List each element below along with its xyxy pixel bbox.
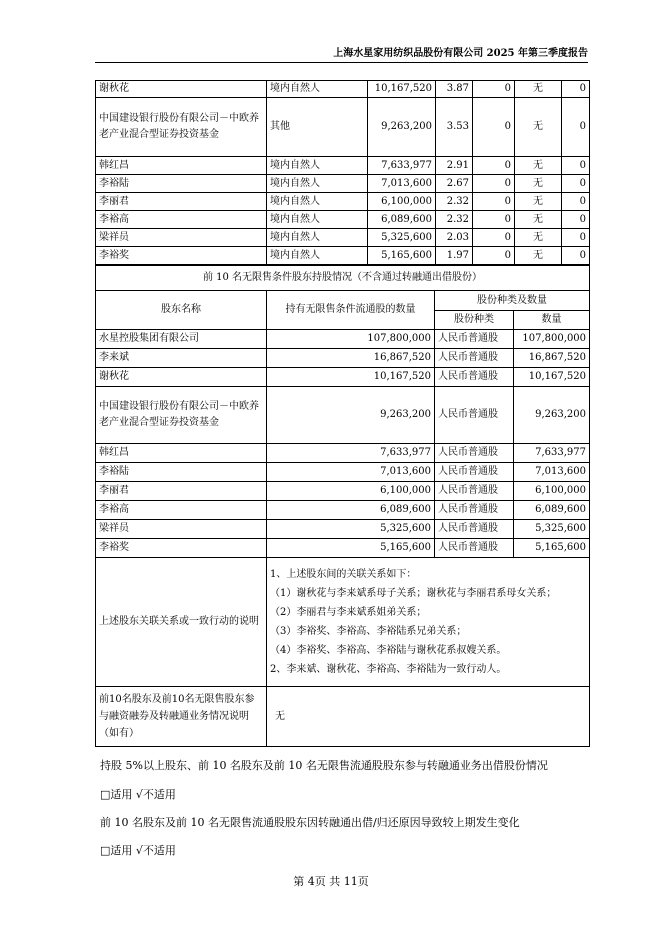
- pledged-shares: 0: [562, 247, 590, 265]
- pledge-status: 无: [515, 247, 562, 265]
- table-row: [96, 98, 590, 157]
- shareholder-name: 中国建设银行股份有限公司－中欧养老产业混合型证券投资基金: [96, 98, 267, 157]
- restricted-shares: 0: [473, 157, 515, 175]
- change-note: 前 10 名股东及前 10 名无限售流通股股东因转融通出借/归还原因导致较上期发生变化: [100, 816, 520, 829]
- shareholder-name: 梁祥员: [96, 229, 267, 247]
- unrestricted-qty: 7,013,600: [267, 463, 435, 482]
- restricted-shares: 0: [473, 193, 515, 211]
- shareholder-nature: 境内自然人: [267, 175, 368, 193]
- page-header: [95, 44, 588, 63]
- relation-line: （4）李裕奖、李裕高、李裕陆与谢秋花系叔嫂关系。: [270, 645, 507, 656]
- table-row: [96, 463, 590, 482]
- table-caption: 前 10 名无限售条件股东持股情况（不含通过转融通出借股份）: [96, 266, 590, 291]
- pledged-shares: 0: [562, 193, 590, 211]
- pledge-status: 无: [515, 81, 562, 98]
- page-number: 第 4页 共 11页: [293, 875, 369, 888]
- header-amount: 数量: [514, 311, 590, 330]
- share-amount: 10,167,520: [514, 368, 590, 387]
- share-amount: 107,800,000: [514, 330, 590, 349]
- shares-held: 5,325,600: [368, 229, 436, 247]
- share-ratio: 2.32: [436, 193, 473, 211]
- shareholder-nature: 境内自然人: [267, 247, 368, 265]
- restricted-shares: 0: [473, 229, 515, 247]
- relation-row: [96, 558, 590, 687]
- shareholder-name: 水星控股集团有限公司: [96, 330, 267, 349]
- shareholder-nature: 境内自然人: [267, 81, 368, 98]
- pledge-status: 无: [515, 211, 562, 229]
- shareholder-name: 李裕陆: [96, 463, 267, 482]
- pledged-shares: 0: [562, 157, 590, 175]
- table-row: [96, 193, 590, 211]
- share-type: 人民币普通股: [435, 501, 514, 520]
- shareholder-nature: 境内自然人: [267, 211, 368, 229]
- relation-line: 1、上述股东间的关联关系如下：: [270, 569, 417, 580]
- header-row: [96, 291, 590, 311]
- relation-description: [267, 558, 590, 687]
- restricted-shares: 0: [473, 247, 515, 265]
- unrestricted-qty: 16,867,520: [267, 349, 435, 368]
- share-type: 人民币普通股: [435, 387, 514, 444]
- lending-applicability: □适用 √不适用: [100, 788, 176, 801]
- table-row: [96, 520, 590, 539]
- shares-held: 9,263,200: [368, 98, 436, 157]
- unrestricted-shareholders-table: [95, 265, 590, 747]
- change-applicability: □适用 √不适用: [100, 844, 176, 857]
- shares-held: 7,633,977: [368, 157, 436, 175]
- pledged-shares: 0: [562, 229, 590, 247]
- table-row: [96, 247, 590, 265]
- shareholder-name: 李裕奖: [96, 247, 267, 265]
- shareholder-name: 中国建设银行股份有限公司－中欧养老产业混合型证券投资基金: [96, 387, 267, 444]
- table-row: [96, 330, 590, 349]
- shareholder-name: 李裕高: [96, 211, 267, 229]
- table-row: [96, 368, 590, 387]
- pledge-status: 无: [515, 157, 562, 175]
- table-row: [96, 482, 590, 501]
- pledged-shares: 0: [562, 175, 590, 193]
- share-ratio: 2.03: [436, 229, 473, 247]
- report-title: 上海水星家用纺织品股份有限公司 2025 年第三季度报告: [333, 48, 588, 59]
- shareholder-nature: 境内自然人: [267, 229, 368, 247]
- table-row: [96, 157, 590, 175]
- pledge-status: 无: [515, 229, 562, 247]
- share-type: 人民币普通股: [435, 330, 514, 349]
- share-type: 人民币普通股: [435, 463, 514, 482]
- shareholder-nature: 其他: [267, 98, 368, 157]
- caption-row: [96, 266, 590, 291]
- header-share-type: 股份种类: [435, 311, 514, 330]
- relation-line: （2）李丽君与李来斌系姐弟关系；: [270, 607, 427, 618]
- top10-shareholders-table: [95, 80, 590, 265]
- shares-held: 5,165,600: [368, 247, 436, 265]
- restricted-shares: 0: [473, 175, 515, 193]
- share-type: 人民币普通股: [435, 349, 514, 368]
- unrestricted-qty: 5,325,600: [267, 520, 435, 539]
- shares-held: 6,100,000: [368, 193, 436, 211]
- pledged-shares: 0: [562, 81, 590, 98]
- share-amount: 16,867,520: [514, 349, 590, 368]
- share-ratio: 2.32: [436, 211, 473, 229]
- table-row: [96, 501, 590, 520]
- unrestricted-qty: 6,089,600: [267, 501, 435, 520]
- margin-label: 前10名股东及前10名无限售股东参与融资融券及转融通业务情况说明（如有）: [96, 687, 267, 747]
- pledge-status: 无: [515, 193, 562, 211]
- table-row: [96, 444, 590, 463]
- shareholder-name: 李裕奖: [96, 539, 267, 558]
- margin-value: 无: [267, 687, 590, 747]
- shareholder-name: 李裕陆: [96, 175, 267, 193]
- table-row: [96, 211, 590, 229]
- shares-held: 6,089,600: [368, 211, 436, 229]
- share-amount: 5,325,600: [514, 520, 590, 539]
- shareholder-nature: 境内自然人: [267, 193, 368, 211]
- margin-row: [96, 687, 590, 747]
- shareholder-name: 李丽君: [96, 193, 267, 211]
- relation-label: 上述股东关联关系或一致行动的说明: [96, 558, 267, 687]
- header-shareholder-name: 股东名称: [96, 291, 267, 330]
- share-amount: 6,100,000: [514, 482, 590, 501]
- share-type: 人民币普通股: [435, 482, 514, 501]
- relation-line: 2、李来斌、谢秋花、李裕高、李裕陆为一致行动人。: [270, 664, 507, 675]
- share-ratio: 2.67: [436, 175, 473, 193]
- share-amount: 6,089,600: [514, 501, 590, 520]
- relation-line: （3）李裕奖、李裕高、李裕陆系兄弟关系；: [270, 626, 467, 637]
- share-amount: 7,013,600: [514, 463, 590, 482]
- share-type: 人民币普通股: [435, 539, 514, 558]
- relation-line: （1）谢秋花与李来斌系母子关系；谢秋花与李丽君系母女关系；: [270, 588, 557, 599]
- unrestricted-qty: 10,167,520: [267, 368, 435, 387]
- shareholder-name: 梁祥员: [96, 520, 267, 539]
- header-unrestricted-qty: 持有无限售条件流通股的数量: [267, 291, 435, 330]
- table-row: [96, 349, 590, 368]
- shareholder-name: 李裕高: [96, 501, 267, 520]
- shareholder-name: 李丽君: [96, 482, 267, 501]
- shareholder-name: 韩红昌: [96, 157, 267, 175]
- share-type: 人民币普通股: [435, 444, 514, 463]
- shareholder-name: 李来斌: [96, 349, 267, 368]
- pledge-status: 无: [515, 98, 562, 157]
- pledge-status: 无: [515, 175, 562, 193]
- shareholder-nature: 境内自然人: [267, 157, 368, 175]
- table-row: [96, 539, 590, 558]
- unrestricted-qty: 7,633,977: [267, 444, 435, 463]
- lending-note: 持股 5%以上股东、前 10 名股东及前 10 名无限售流通股股东参与转融通业务出借股份情况: [100, 759, 548, 772]
- shareholder-name: 谢秋花: [96, 368, 267, 387]
- pledged-shares: 0: [562, 211, 590, 229]
- table-row: [96, 175, 590, 193]
- header-type-and-qty: 股份种类及数量: [435, 291, 590, 311]
- shares-held: 10,167,520: [368, 81, 436, 98]
- restricted-shares: 0: [473, 81, 515, 98]
- share-type: 人民币普通股: [435, 368, 514, 387]
- share-amount: 5,165,600: [514, 539, 590, 558]
- share-amount: 9,263,200: [514, 387, 590, 444]
- share-ratio: 3.87: [436, 81, 473, 98]
- table-row: [96, 229, 590, 247]
- unrestricted-qty: 6,100,000: [267, 482, 435, 501]
- share-ratio: 1.97: [436, 247, 473, 265]
- share-ratio: 3.53: [436, 98, 473, 157]
- pledged-shares: 0: [562, 98, 590, 157]
- unrestricted-qty: 107,800,000: [267, 330, 435, 349]
- table-row: [96, 81, 590, 98]
- restricted-shares: 0: [473, 211, 515, 229]
- restricted-shares: 0: [473, 98, 515, 157]
- share-amount: 7,633,977: [514, 444, 590, 463]
- shareholder-name: 韩红昌: [96, 444, 267, 463]
- unrestricted-qty: 5,165,600: [267, 539, 435, 558]
- unrestricted-qty: 9,263,200: [267, 387, 435, 444]
- shareholder-name: 谢秋花: [96, 81, 267, 98]
- share-ratio: 2.91: [436, 157, 473, 175]
- table-row: [96, 387, 590, 444]
- share-type: 人民币普通股: [435, 520, 514, 539]
- shares-held: 7,013,600: [368, 175, 436, 193]
